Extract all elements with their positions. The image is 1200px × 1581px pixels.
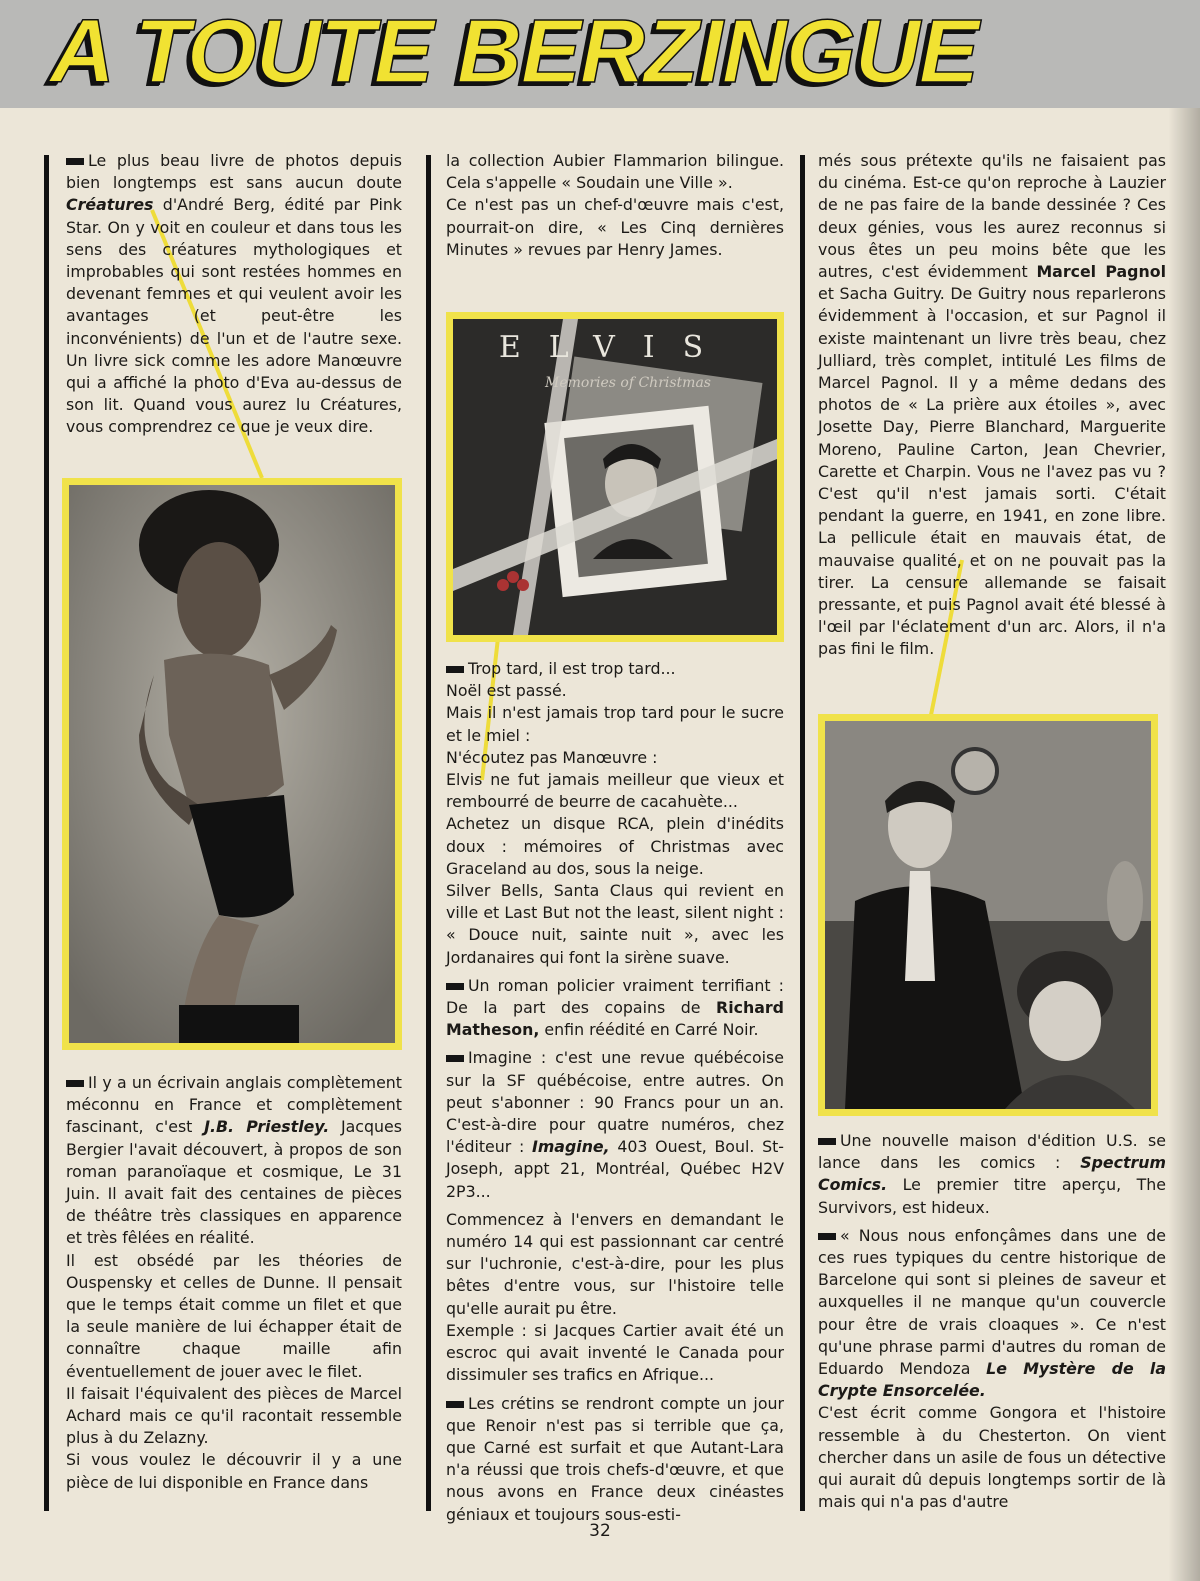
paragraph: Mais il n'est jamais trop tard pour le sucre et le miel : <box>446 703 784 745</box>
paragraph: Commencez à l'envers en demandant le numéro 14 qui est passionnant car centré sur l'uchronie, c'est-à-dire, pour les plus bêtes d'entre vous, sur l'histoire telle qu'elle aurait pu être. <box>446 1209 784 1318</box>
column-2 <box>446 150 784 261</box>
paragraph: Trop tard, il est trop tard... <box>446 658 784 680</box>
column-2-lower <box>446 658 784 1526</box>
paragraph-bullet-icon <box>818 1138 836 1145</box>
paragraph-bullet-icon <box>66 158 84 165</box>
paragraph: Les crétins se rendront compte un jour que Renoir n'est pas si terrible que ça, que Carné est surfait et que Autant-Lara n'a réussi que trois chefs-d'œuvre, et que nous avons en France deux cinéastes géniaux et toujours sous-esti- <box>446 1393 784 1524</box>
paragraph: Achetez un disque RCA, plein d'inédits doux : mémoires of Christmas avec Graceland au dos, sous la neige. <box>446 814 784 878</box>
paragraph: N'écoutez pas Manœuvre : <box>446 747 658 767</box>
photo-creatures <box>62 478 402 1050</box>
paragraph: « Nous nous enfonçâmes dans une de ces rues typiques du centre historique de Barcelone qui sont si pleines de saveur et auxquelles il ne manque qu'un couvercle pour être de vrais cloaques ». Ce n'est qu'une phrase parmi d'autres du roman de Eduardo Mendoza Le Mystère de la Crypte Ensorcelée. <box>818 1225 1166 1401</box>
paragraph: Un roman policier vraiment terrifiant : De la part des copains de Richard Matheson, enfin réédité en Carré Noir. <box>446 975 784 1040</box>
paragraph: Noël est passé. <box>446 681 567 701</box>
paragraph: Si vous voulez le découvrir il y a une pièce de lui disponible en France dans <box>66 1450 402 1492</box>
paragraph: Il y a un écrivain anglais complètement méconnu en France et complètement fascinant, c'est J.B. Priestley. Jacques Bergier l'avait découvert, à propos de son roman paranoïaque et cosmique, Le 31 Juin. Il avait fait des centaines de pièces de théâtre très classiques en apparence et très fêlées en réalité. <box>66 1073 402 1248</box>
paragraph: Il faisait l'équivalent des pièces de Marcel Achard mais ce qu'il racontait ressemble plus à du Zelazny. <box>66 1383 402 1448</box>
column-3 <box>818 150 1166 661</box>
album-cover-elvis <box>446 312 784 642</box>
paragraph: la collection Aubier Flammarion bilingue. Cela s'appelle « Soudain une Ville ». <box>446 151 784 193</box>
album-cover-image <box>453 319 777 635</box>
paragraph: més sous prétexte qu'ils ne faisaient pas du cinéma. Est-ce qu'on reproche à Lauzier de ne pas faire de la bande dessinée ? Ces deux génies, vous les aurez reconnus si vous êtes un peu moins bête que les autres, c'est évidemment Marcel Pagnol et Sacha Guitry. De Guitry nous reparlerons évidemment à l'occasion, et sur Pagnol il existe maintenant un livre très beau, chez Julliard, très complet, intitulé Les films de Marcel Pagnol. Il y a même dedans des photos de « La prière aux étoiles », avec Josette Day, Pierre Blanchard, Marguerite Moreno, Pauline Carton, Jean Chevrier, Carette et Charpin. Vous ne l'avez pas vu ? C'est qu'il n'est jamais sorti. C'était pendant la guerre, en 1941, en zone libre. La pellicule était en mauvais état, de mauvaise qualité, et on ne pouvait pas la tirer. La censure allemande se faisait pressante, et puis Pagnol avait été blessé à l'œil par l'éclatement d'un arc. Alors, il n'a pas fini le film. <box>818 151 1166 659</box>
paragraph-bullet-icon <box>446 666 464 673</box>
paragraph: C'est écrit comme Gongora et l'histoire ressemble à du Chesterton. On vient chercher dans un asile de fous un détective qui aurait dû depuis longtemps sortir de là mais qui n'a pas d'autre <box>818 1403 1166 1512</box>
column-1 <box>66 150 402 445</box>
page-number: 32 <box>589 1521 611 1541</box>
column-1-lower <box>66 1072 402 1494</box>
paragraph-bullet-icon <box>66 1080 84 1087</box>
paragraph-bullet-icon <box>446 983 464 990</box>
paragraph-bullet-icon <box>818 1233 836 1240</box>
film-still-image <box>825 721 1151 1109</box>
paragraph: Elvis ne fut jamais meilleur que vieux et rembourré de beurre de cacahuète... <box>446 770 784 812</box>
paragraph: Imagine : c'est une revue québécoise sur la SF québécoise, entre autres. On peut s'abonner : 90 Francs pour un an. C'est-à-dire pour quatre numéros, chez l'éditeur : Imagine, 403 Ouest, Boul. St-Joseph, appt 21, Montréal, Québec H2V 2P3... <box>446 1048 784 1201</box>
page-title: A TOUTE BERZINGUE <box>50 2 979 102</box>
photo-pagnol-film-still <box>818 714 1158 1116</box>
portrait-photo-image <box>69 485 395 1043</box>
column-3-lower <box>818 1130 1166 1513</box>
paragraph: Exemple : si Jacques Cartier avait été un escroc qui avait inventé le Canada pour dissimuler ses trafics en Afrique... <box>446 1320 784 1385</box>
paragraph: Le plus beau livre de photos depuis bien longtemps est sans aucun doute Créatures d'André Berg, édité par Pink Star. On y voit en couleur et dans tous les sens des créatures mythologiques et improbables qui sont restées hommes en devenant femmes et qui veulent avoir les avantages (et peut-être les inconvénients) de l'un et de l'autre sexe. Un livre sick comme les adore Manœuvre qui a affiché la photo d'Eva au-dessus de son lit. Quand vous aurez lu Créatures, vous comprendrez ce que je veux dire. <box>66 151 402 437</box>
album-subtitle: Memories of Christmas <box>545 375 711 391</box>
paragraph: Il est obsédé par les théories de Ouspensky et celles de Dunne. Il pensait que le temps était comme un filet et que la seule manière de lui échapper était de connaître chaque maille afin éventuellement de jouer avec le filet. <box>66 1250 402 1381</box>
paragraph: Silver Bells, Santa Claus qui revient en ville et Last But not the least, silent night : « Douce nuit, sainte nuit », avec les Jordanaires qui font la sirène suave. <box>446 881 784 967</box>
album-title: ELVIS <box>498 330 732 365</box>
paragraph-bullet-icon <box>446 1401 464 1408</box>
paragraph: Ce n'est pas un chef-d'œuvre mais c'est, pourrait-on dire, « Les Cinq dernières Minutes » revues par Henry James. <box>446 195 784 259</box>
paragraph-bullet-icon <box>446 1055 464 1062</box>
paragraph: Une nouvelle maison d'édition U.S. se lance dans les comics : Spectrum Comics. Le premier titre aperçu, The Survivors, est hideux. <box>818 1131 1166 1217</box>
